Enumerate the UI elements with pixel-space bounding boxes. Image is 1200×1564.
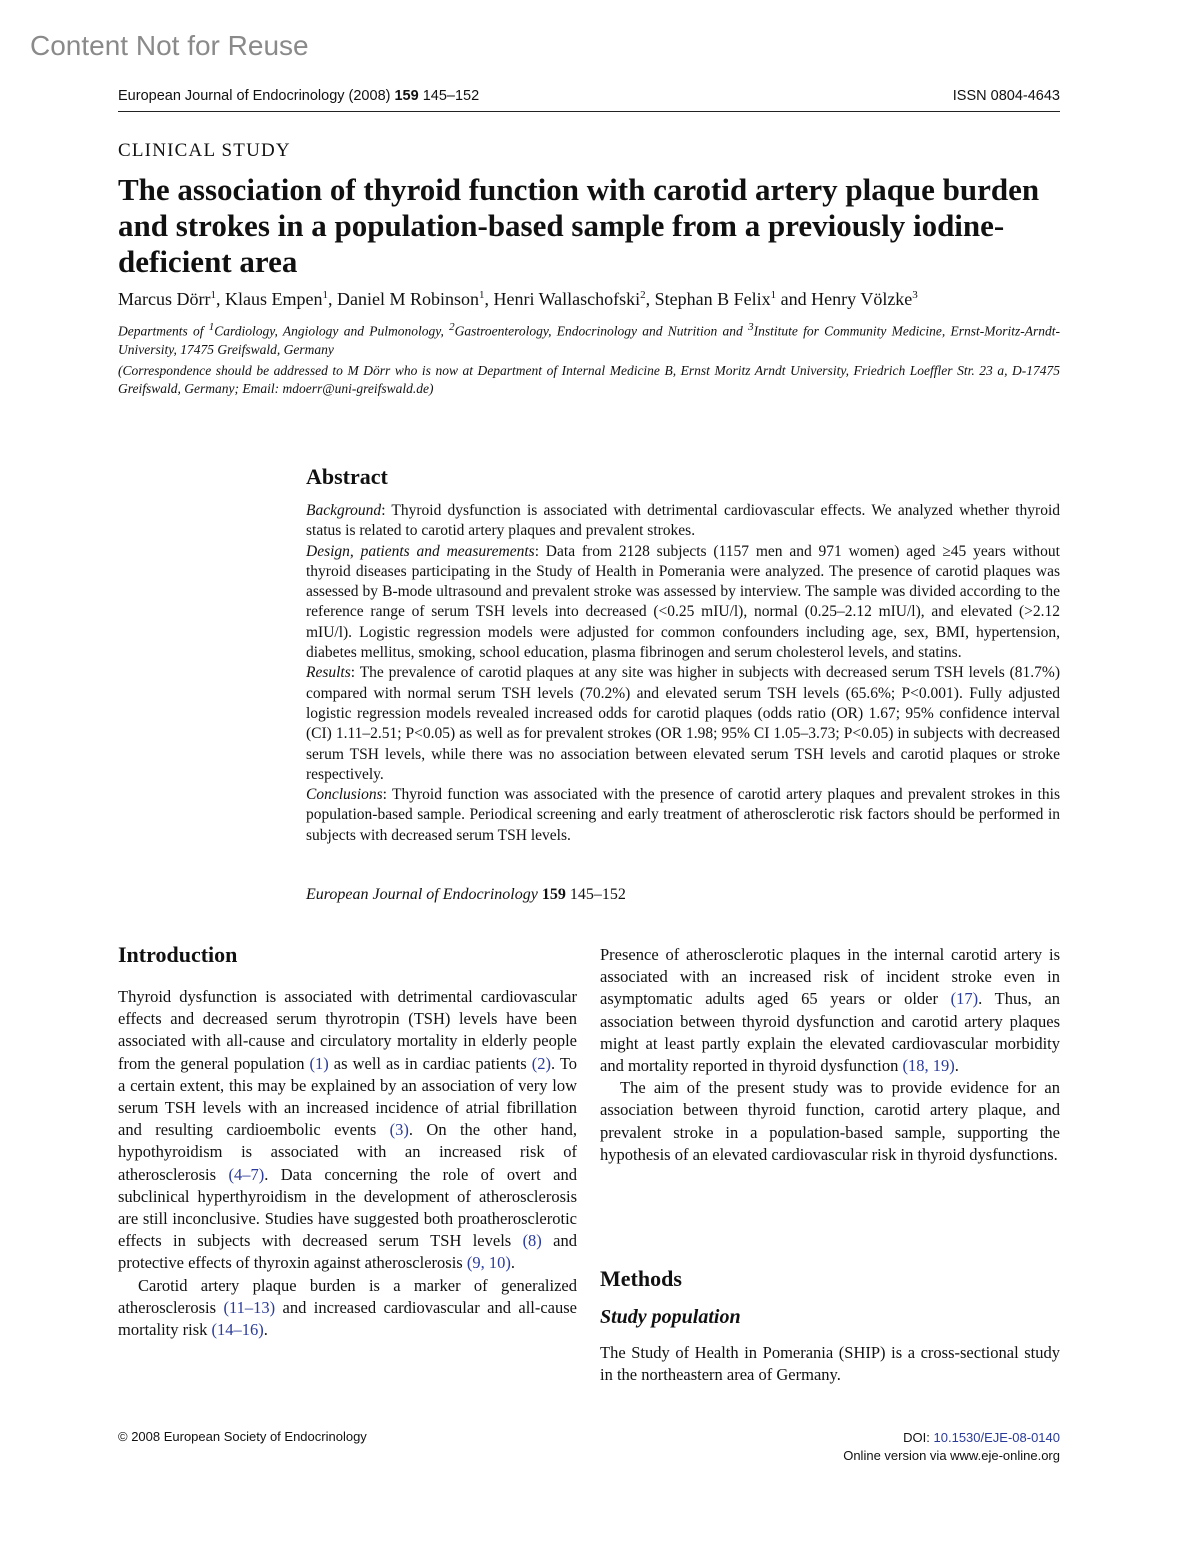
author-affiliation-number: 2 <box>640 289 646 301</box>
abstract-body <box>306 501 1060 846</box>
affiliation-3: Institute for Community Medicine, Ernst-Moritz-Arndt-University, 17475 Greifswald, Germany <box>118 323 1060 357</box>
running-head-volume: 159 <box>394 88 419 104</box>
running-head-pages: 145–152 <box>418 88 480 104</box>
abstract-heading: Abstract <box>306 464 388 489</box>
running-head-journal: European Journal of Endocrinology (2008) <box>118 88 395 104</box>
reference-link[interactable]: (9, 10) <box>466 1253 511 1273</box>
abstract-section <box>306 542 1060 664</box>
abstract-label-design: Design, patients and measurements <box>306 542 535 560</box>
paragraph-continued: Presence of atherosclerotic plaques in the internal carotid artery is associated with an increased risk of incident stroke even in asymptomatic adults aged 65 years or older (17). Thus, an association between thyroid dysfunction and carotid artery plaques might at least partly explain the elevated cardiovascular morbidity and mortality reported in thyroid dysfunction (18, 19). <box>600 945 1060 1076</box>
author-name: Marcus Dörr <box>118 289 211 309</box>
affiliation-number-1: 1 <box>208 321 215 333</box>
abstract-text-results: : The prevalence of carotid plaques at any site was higher in subjects with decreased serum TSH levels (81.7%) compared with normal serum TSH levels (70.2%) and elevated serum TSH levels (65.6%; P<0.001). Fully adjusted logistic regression models revealed increased odds for carotid plaques (odds ratio (OR) 1.67; 95% confidence interval (CI) 1.11–2.51; P<0.05) as well as for prevalent strokes (OR 1.98; 95% CI 1.05–3.73; P<0.05) in subjects with decreased serum TSH levels, while there was no association between elevated serum TSH levels and carotid plaques or stroke respectively. <box>306 664 1060 783</box>
citation-pages: 145–152 <box>569 886 626 903</box>
abstract-section <box>306 785 1060 846</box>
affiliation-2: Gastroenterology, Endocrinology and Nutrition and <box>454 323 749 339</box>
reference-link[interactable]: (3) <box>389 1120 409 1140</box>
footer-doi <box>843 1429 1060 1447</box>
correspondence-note: (Correspondence should be addressed to M Dörr who is now at Department of Internal Medicine B, Ernst Moritz Arndt University, Friedrich Loeffler Str. 23 a, D-17475 Greifswald, Germany; Email: mdoerr@uni-greifswald.de) <box>118 363 1060 396</box>
reference-link[interactable]: (11–13) <box>223 1297 276 1317</box>
abstract-label-background: Background <box>306 502 382 519</box>
author-affiliation-number: 1 <box>322 289 328 301</box>
abstract-text-background: : Thyroid dysfunction is associated with detrimental cardiovascular effects. We analyzed whether thyroid status is related to carotid artery plaques and prevalent strokes. <box>306 502 1060 540</box>
reference-link[interactable]: (18, 19) <box>902 1056 955 1076</box>
reference-link[interactable]: (17) <box>950 989 979 1009</box>
study-population-heading: Study population <box>600 1306 741 1328</box>
reference-link[interactable]: (4–7) <box>228 1164 265 1184</box>
running-head <box>118 88 1060 104</box>
body-column-left <box>118 986 577 1341</box>
author-affiliation-number: 1 <box>770 289 777 301</box>
footer-doi-block <box>843 1429 1060 1465</box>
reference-link[interactable]: (14–16) <box>211 1320 264 1340</box>
abstract-label-results: Results <box>306 664 351 682</box>
author-name: Stephan B Felix <box>654 289 771 309</box>
methods-heading: Methods <box>600 1266 682 1291</box>
header-rule <box>118 111 1060 112</box>
citation-journal: European Journal of Endocrinology <box>306 886 538 903</box>
doi-link[interactable]: 10.1530/EJE-08-0140 <box>933 1430 1060 1445</box>
paragraph: The aim of the present study was to provide evidence for an association between thyroid function, carotid artery plaque, and prevalent stroke in a population-based sample, supporting the hypothesis of an elevated cardiovascular risk in thyroid dysfunctions. <box>600 1078 1060 1164</box>
abstract-citation <box>306 886 626 904</box>
author-name: Daniel M Robinson <box>336 289 479 309</box>
body-column-right <box>600 944 1060 1166</box>
affiliation-number-2: 2 <box>449 321 455 333</box>
abstract-section <box>306 501 1060 542</box>
footer-online-version: Online version via www.eje-online.org <box>843 1448 1060 1463</box>
affiliations <box>118 318 1060 359</box>
author-name: Klaus Empen <box>224 289 323 309</box>
running-head-issn: ISSN 0804-4643 <box>952 88 1060 104</box>
author-name: Henri Wallaschofski <box>493 289 641 309</box>
author-affiliation-number: 1 <box>210 289 216 301</box>
abstract-section <box>306 663 1060 785</box>
author-affiliation-number: 1 <box>478 289 485 301</box>
abstract-text-conclusions: : Thyroid function was associated with the presence of carotid artery plaques and prevalent strokes in this population-based sample. Periodical screening and early treatment of atherosclerotic risk factors should be performed in subjects with decreased serum TSH levels. <box>306 786 1060 844</box>
paragraph: Thyroid dysfunction is associated with detrimental cardiovascular effects and decreased serum thyrotropin (TSH) levels have been associated with all-cause and circulatory mortality in elderly people from the general population (1) as well as in cardiac patients (2). To a certain extent, this may be explained by an association of very low serum TSH levels with an increased incidence of atrial fibrillation and resulting cardioembolic events (3). On the other hand, hypothyroidism is associated with an increased risk of atherosclerosis (4–7). Data concerning the role of overt and subclinical hyperthyroidism in the development of atherosclerosis are still inconclusive. Studies have suggested both proatherosclerotic effects in subjects with decreased serum TSH levels (8) and protective effects of thyroxin against atherosclerosis (9, 10). <box>118 987 577 1273</box>
footer-copyright: © 2008 European Society of Endocrinology <box>118 1429 367 1444</box>
article-title: The association of thyroid function with carotid artery plaque burden and strokes in a population-based sample from a previously iodine-deficient area <box>118 172 1040 279</box>
affiliation-number-3: 3 <box>748 321 754 333</box>
introduction-heading: Introduction <box>118 942 238 967</box>
abstract-text-design: : Data from 2128 subjects (1157 men and 971 women) aged ≥45 years without thyroid diseases participating in the Study of Health in Pomerania were analyzed. The presence of carotid plaques was assessed by B-mode ultrasound and prevalent stroke was assessed by interview. The sample was divided according to the reference range of serum TSH levels into decreased (<0.25 mIU/l), normal (0.25–2.12 mIU/l), and elevated (>2.12 mIU/l). Logistic regression models were adjusted for common confounders including age, sex, BMI, hypertension, diabetes mellitus, smoking, school education, plasma fibrinogen and serum cholesterol levels, and statins. <box>306 542 1060 662</box>
doi-label: DOI: <box>903 1430 934 1445</box>
article-type-label: CLINICAL STUDY <box>118 140 291 161</box>
author-affiliation-number: 3 <box>912 289 918 301</box>
abstract-label-conclusions: Conclusions <box>306 786 383 804</box>
affiliations-prefix: Departments of <box>118 323 209 339</box>
methods-text: The Study of Health in Pomerania (SHIP) is a cross-sectional study in the northeastern area of Germany. <box>600 1343 1060 1385</box>
affiliation-1: Cardiology, Angiology and Pulmonology, <box>214 323 450 339</box>
watermark-text: Content Not for Reuse <box>30 30 309 61</box>
reference-link[interactable]: (2) <box>531 1053 551 1073</box>
author-list: Marcus Dörr$^1$, Klaus Empen$^1$, Daniel M Robinson$^1$, Henri Wallaschofski$^2$, Stephan B Felix$^1$ and Henry Völzke$^3$ <box>118 289 918 309</box>
reference-link[interactable]: (8) <box>522 1231 542 1251</box>
citation-volume: 159 <box>541 886 566 903</box>
reference-link[interactable]: (1) <box>309 1053 329 1073</box>
paragraph: Carotid artery plaque burden is a marker of generalized atherosclerosis (11–13) and increased cardiovascular and all-cause mortality risk (14–16). <box>118 1275 577 1340</box>
author-name: Henry Völzke <box>811 289 913 309</box>
